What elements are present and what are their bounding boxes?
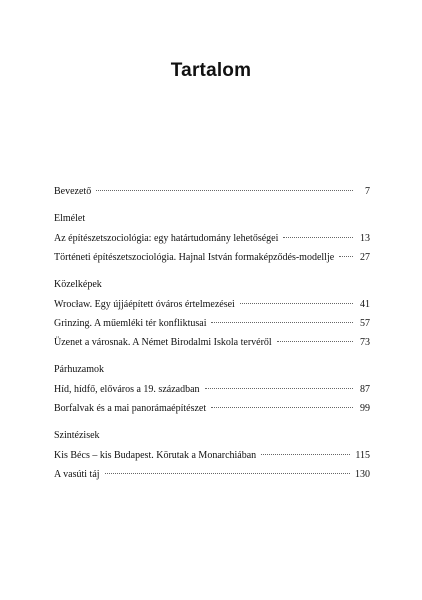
toc-entry-page: 130 (355, 469, 370, 480)
toc-entry-page: 115 (355, 450, 370, 461)
toc-entry-page: 87 (360, 384, 370, 395)
toc-entry (54, 400, 370, 414)
dot-leader (211, 397, 353, 408)
toc-entry-title: Történeti építészetszociológia. Hajnal István formaképződés-modellje (54, 252, 335, 263)
toc-entry-page: 27 (360, 252, 370, 263)
toc-entry (54, 230, 370, 244)
toc-section-title: Közelképek (54, 279, 102, 290)
toc-section-intro (54, 183, 370, 197)
dot-leader (277, 331, 353, 342)
dot-leader (96, 180, 353, 191)
toc-section-title: Párhuzamok (54, 364, 104, 375)
dot-leader (261, 444, 350, 455)
toc-entry-page: 7 (365, 186, 370, 197)
dot-leader (205, 378, 353, 389)
toc-entry (54, 334, 370, 348)
toc-section (54, 363, 370, 414)
toc-entry-title: A vasúti táj (54, 469, 100, 480)
dot-leader (339, 246, 353, 257)
toc-entry-title: Üzenet a városnak. A Német Birodalmi Iskola tervéről (54, 337, 272, 348)
toc-section (54, 429, 370, 480)
toc-entry (54, 249, 370, 263)
page-title: Tartalom (170, 60, 252, 81)
dot-leader (240, 293, 353, 304)
toc-section (54, 278, 370, 348)
toc-entry-page: 73 (360, 337, 370, 348)
toc-entry-title: Kis Bécs – kis Budapest. Körutak a Monarchiában (54, 450, 257, 461)
toc-entry-page: 99 (360, 403, 370, 414)
dot-leader (283, 227, 353, 238)
toc-entry (54, 296, 370, 310)
table-of-contents (54, 183, 370, 495)
dot-leader (105, 463, 350, 474)
toc-entry (54, 315, 370, 329)
toc-entry (54, 447, 370, 461)
toc-section-title: Szintézisek (54, 430, 100, 441)
toc-entry-title: Grinzing. A műemléki tér konfliktusai (54, 318, 207, 329)
toc-entry-title: Wrocław. Egy újjáépített óváros értelmezései (54, 299, 235, 310)
toc-section (54, 212, 370, 263)
toc-entry-title: Híd, hídfő, előváros a 19. században (54, 384, 200, 395)
toc-entry (54, 466, 370, 480)
dot-leader (211, 312, 353, 323)
toc-entry (54, 183, 370, 197)
toc-entry-page: 57 (360, 318, 370, 329)
toc-entry-title: Borfalvak és a mai panorámaépítészet (54, 403, 207, 414)
toc-entry-page: 13 (360, 233, 370, 244)
toc-entry-title: Az építészetszociológia: egy határtudomány lehetőségei (54, 233, 279, 244)
toc-section-title: Elmélet (54, 213, 86, 224)
toc-entry (54, 381, 370, 395)
toc-entry-title: Bevezető (54, 186, 92, 197)
toc-entry-page: 41 (360, 299, 370, 310)
